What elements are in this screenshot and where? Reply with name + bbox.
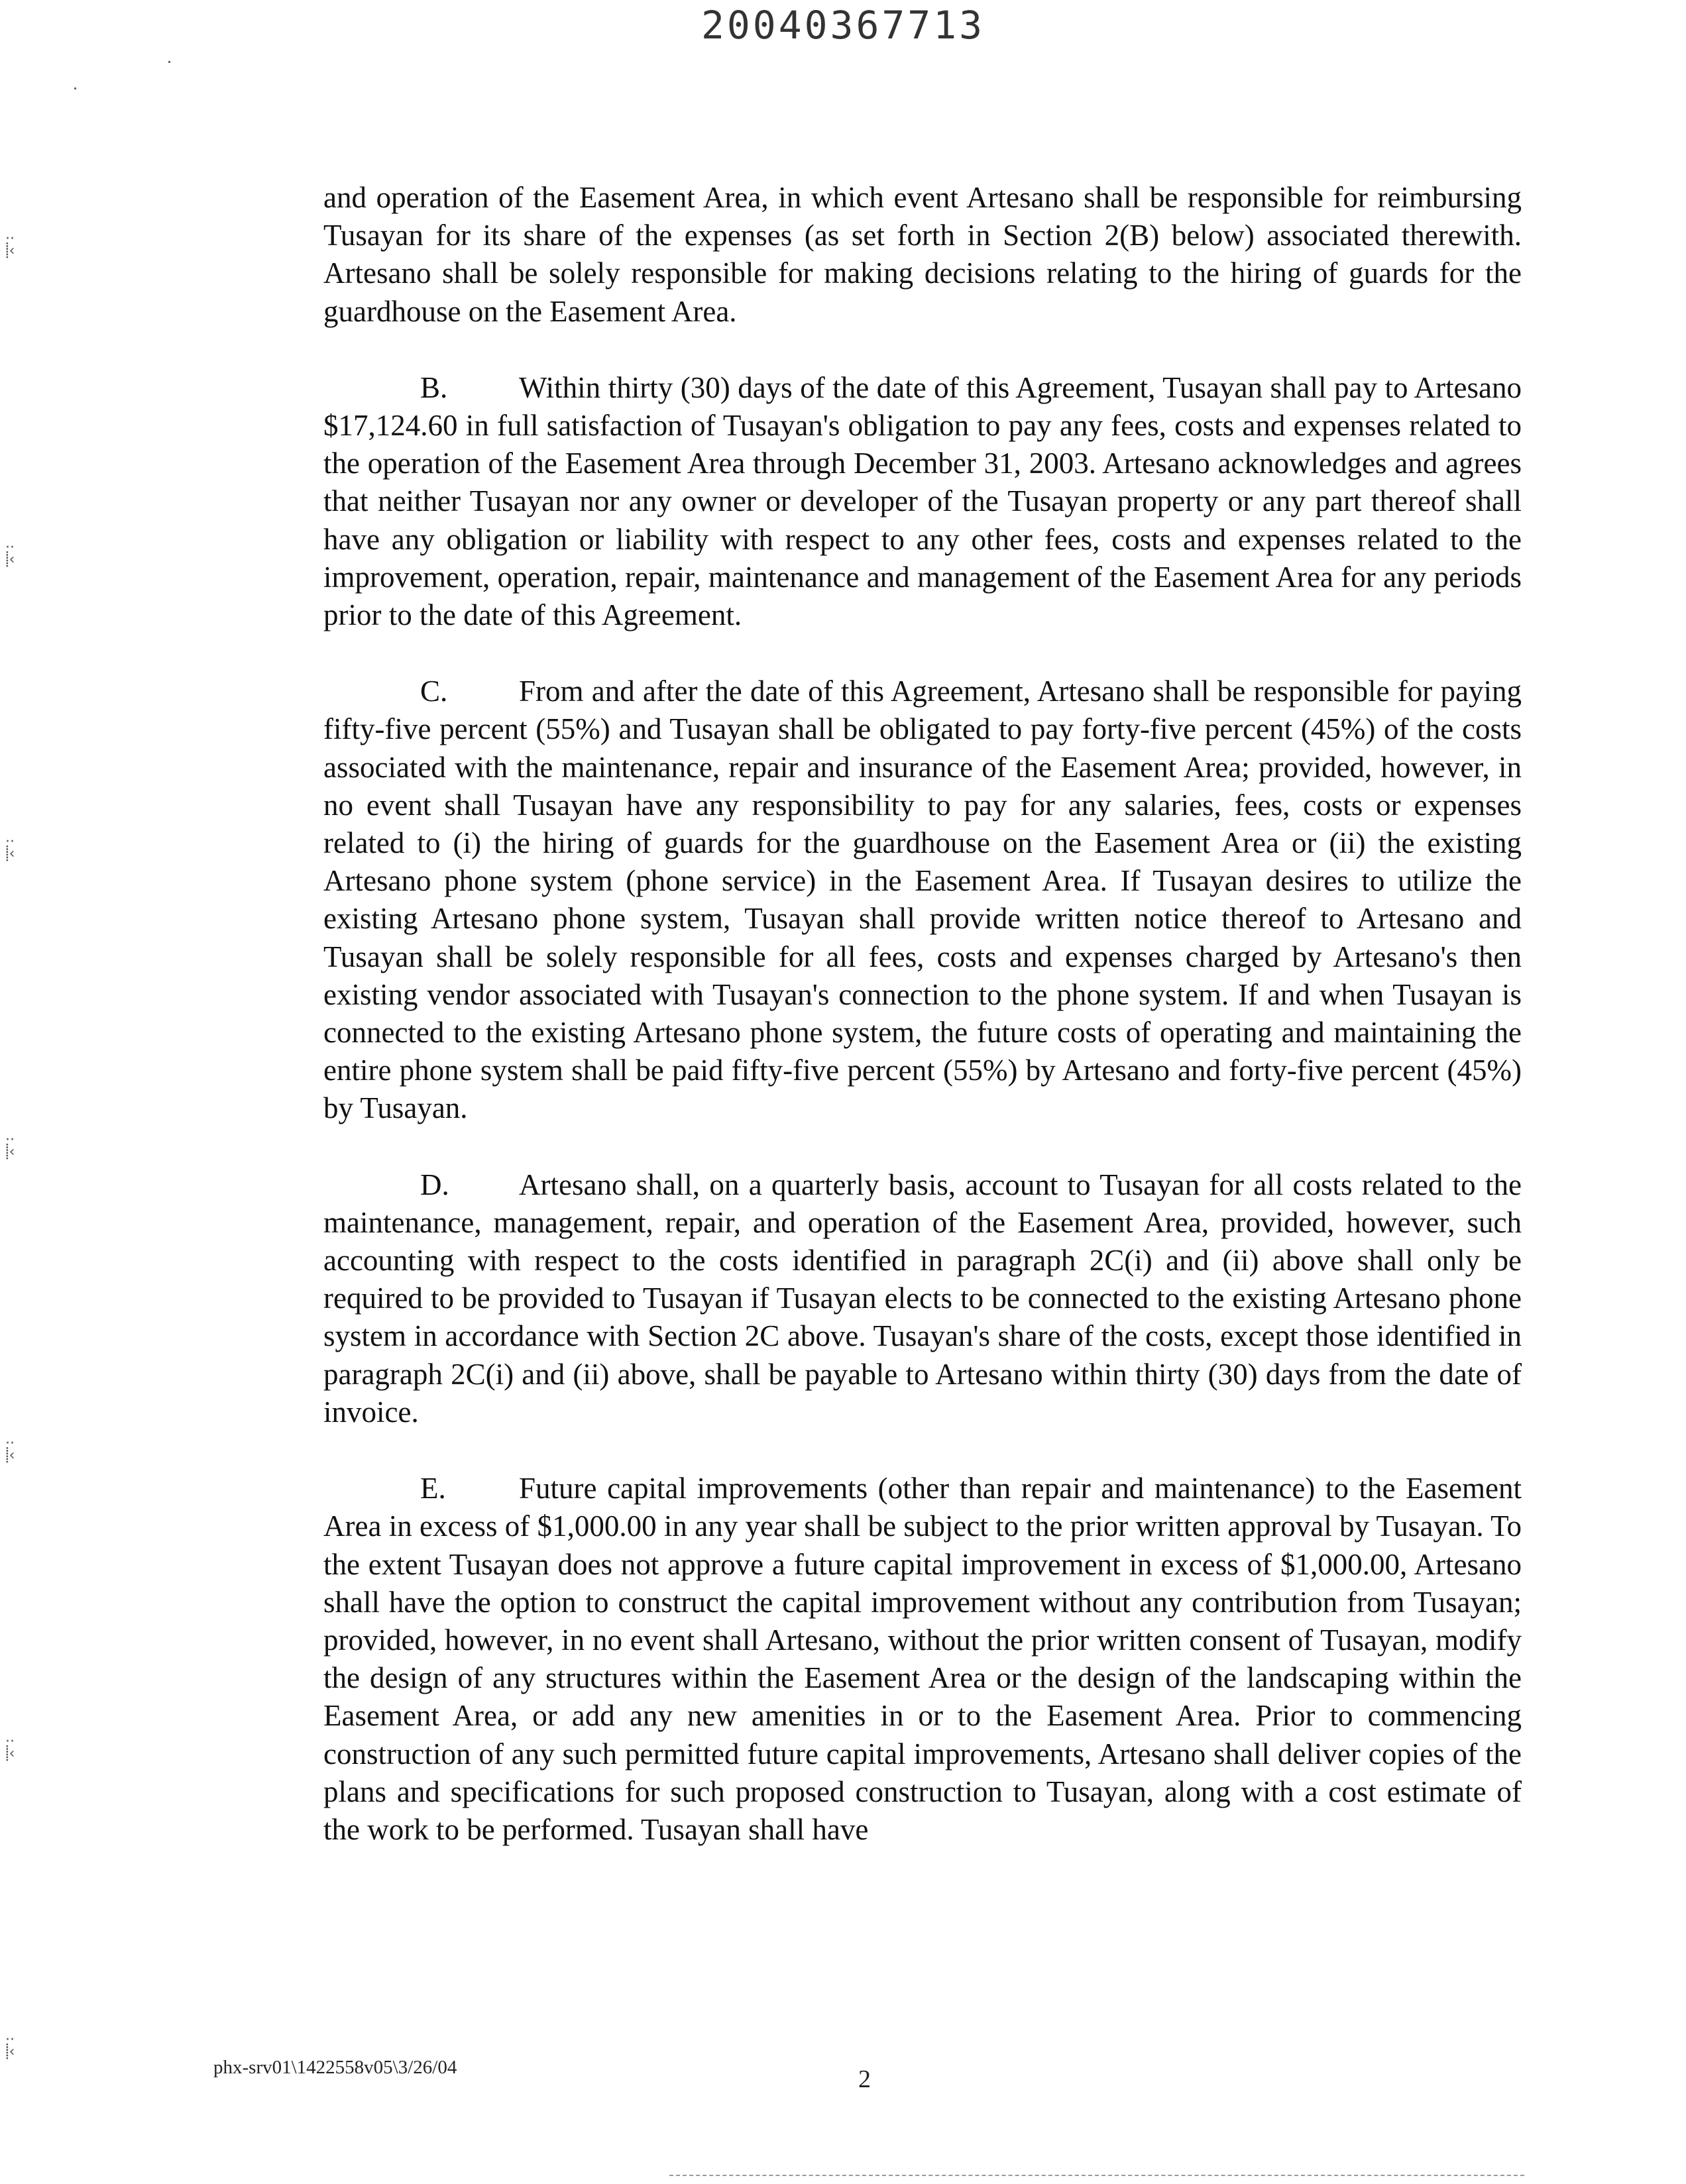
recording-number: 20040367713 bbox=[701, 3, 985, 48]
scan-speck bbox=[74, 87, 76, 89]
paragraph-intro: and operation of the Easement Area, in which event Artesano shall be responsible for reimbursing Tusayan for its share of the expenses (as set forth in Section 2(B) below) associated therewith. Artesano shall be solely responsible for making decisions relating to the hiring of guards for the guardhouse on the Easement Area. bbox=[323, 181, 1522, 328]
document-body bbox=[323, 179, 1522, 1887]
paragraph-c bbox=[323, 673, 1522, 1127]
paragraph-e-label: E. bbox=[420, 1472, 446, 1505]
scan-artifact: ·· ⸽‹ bbox=[5, 1733, 15, 1762]
page-number: 2 bbox=[858, 2065, 871, 2093]
footer-document-id: phx-srv01\1422558v05\3/26/04 bbox=[213, 2057, 457, 2078]
paragraph-b-text: Within thirty (30) days of the date of this Agreement, Tusayan shall pay to Artesano $17,124.60 in full satisfaction of Tusayan's obligation to pay any fees, costs and expenses related to the operation of the Easement Area through December 31, 2003. Artesano acknowledges and agrees that neither Tusayan nor any owner or developer of the Tusayan property or any part thereof shall have any obligation or liability with respect to any other fees, costs and expenses related to the improvement, operation, repair, maintenance and management of the Easement Area for any periods prior to the date of this Agreement. bbox=[323, 370, 1522, 632]
scan-artifact: ·· ⸽‹ bbox=[5, 539, 15, 568]
scan-artifact: ·· ⸽‹ bbox=[5, 1435, 15, 1464]
bottom-scan-line bbox=[669, 2175, 1524, 2176]
paragraph-c-label: C. bbox=[420, 675, 448, 708]
paragraph-e bbox=[323, 1470, 1522, 1849]
paragraph-b-label: B. bbox=[420, 370, 448, 404]
paragraph-d-label: D. bbox=[420, 1168, 449, 1201]
paragraph-d bbox=[323, 1166, 1522, 1431]
scan-artifact: ·· ⸽‹ bbox=[5, 1132, 15, 1160]
scan-artifact: ·· ⸽‹ bbox=[5, 231, 15, 259]
scan-artifact: ·· ⸽‹ bbox=[5, 2032, 15, 2060]
paragraph-c-text: From and after the date of this Agreement, Artesano shall be responsible for paying fifty-five percent (55%) and Tusayan shall be obligated to pay forty-five percent (45%) of the costs associated with the maintenance, repair and insurance of the Easement Area; provided, however, in no event shall Tusayan have any responsibility to pay for any salaries, fees, costs or expenses related to (i) the hiring of guards for the guardhouse on the Easement Area or (ii) the existing Artesano phone system (phone service) in the Easement Area. If Tusayan desires to utilize the existing Artesano phone system, Tusayan shall provide written notice thereof to Artesano and Tusayan shall be solely responsible for all fees, costs and expenses charged by Artesano's then existing vendor associated with Tusayan's connection to the phone system. If and when Tusayan is connected to the existing Artesano phone system, the future costs of operating and maintaining the entire phone system shall be paid fifty-five percent (55%) by Artesano and forty-five percent (45%) by Tusayan. bbox=[323, 675, 1522, 1125]
paragraph-d-text: Artesano shall, on a quarterly basis, account to Tusayan for all costs related to the maintenance, management, repair, and operation of the Easement Area, provided, however, such accounting with respect to the costs identified in paragraph 2C(i) and (ii) above shall only be required to be provided to Tusayan if Tusayan elects to be connected to the existing Artesano phone system in accordance with Section 2C above. Tusayan's share of the costs, except those identified in paragraph 2C(i) and (ii) above, shall be payable to Artesano within thirty (30) days from the date of invoice. bbox=[323, 1168, 1522, 1429]
paragraph-e-text: Future capital improvements (other than repair and maintenance) to the Easement Area in excess of $1,000.00 in any year shall be subject to the prior written approval by Tusayan. To the extent Tusayan does not approve a future capital improvement in excess of $1,000.00, Artesano shall have the option to construct the capital improvement without any contribution from Tusayan; provided, however, in no event shall Artesano, without the prior written consent of Tusayan, modify the design of any structures within the Easement Area or the design of the landscaping within the Easement Area, or add any new amenities in or to the Easement Area. Prior to commencing construction of any such permitted future capital improvements, Artesano shall deliver copies of the plans and specifications for such proposed construction to Tusayan, along with a cost estimate of the work to be performed. Tusayan shall have bbox=[323, 1472, 1522, 1846]
scan-speck bbox=[168, 61, 170, 63]
paragraph-b bbox=[323, 369, 1522, 634]
scan-artifact: ·· ⸽‹ bbox=[5, 834, 15, 862]
